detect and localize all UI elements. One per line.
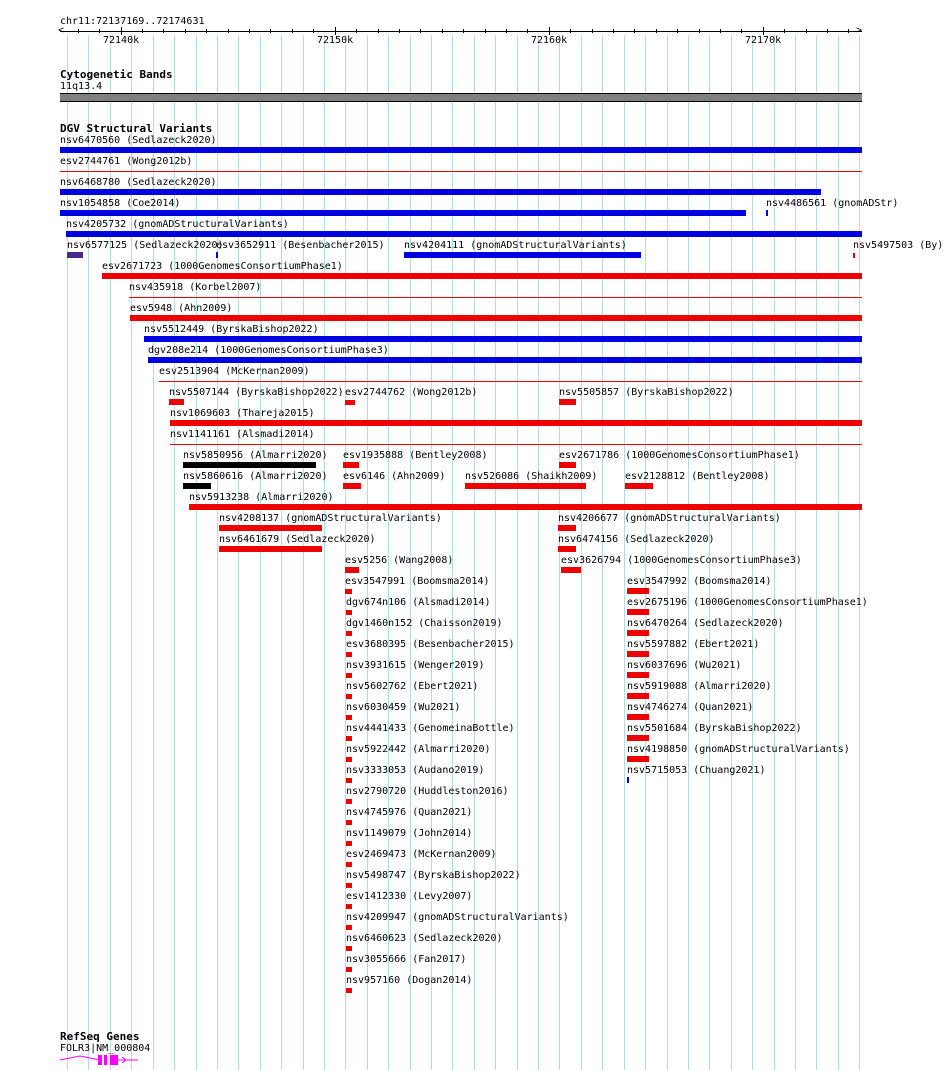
variant-label[interactable]: nsv4204111 (gnomADStructuralVariants) xyxy=(404,240,627,251)
variant-bar[interactable] xyxy=(66,231,862,237)
refseq-track-title[interactable]: RefSeq Genes xyxy=(60,1030,140,1043)
variant-label[interactable]: esv3680395 (Besenbacher2015) xyxy=(346,639,515,650)
variant-label[interactable]: nsv6461679 (Sedlazeck2020) xyxy=(219,534,376,545)
variant-label[interactable]: esv2671786 (1000GenomesConsortiumPhase1) xyxy=(559,450,800,461)
ruler-minor-tick xyxy=(720,29,721,33)
cytoband-label: 11q13.4 xyxy=(60,81,103,92)
variant-label[interactable]: dgv1460n152 (Chaisson2019) xyxy=(346,618,503,629)
variant-bar[interactable] xyxy=(559,462,576,468)
scroll-left-icon[interactable]: < xyxy=(58,25,65,36)
variant-bar[interactable] xyxy=(345,589,352,594)
ruler-minor-tick xyxy=(806,29,807,33)
variant-label[interactable]: esv2513904 (McKernan2009) xyxy=(159,366,310,377)
variant-bar[interactable] xyxy=(346,652,352,657)
ruler-minor-tick xyxy=(527,29,528,33)
variant-label[interactable]: nsv5507144 (ByrskaBishop2022) xyxy=(169,387,344,398)
variant-label[interactable]: nsv4486561 (gnomADStr) xyxy=(766,198,899,209)
variant-label[interactable]: nsv5922442 (Almarri2020) xyxy=(346,744,491,755)
ruler-minor-tick xyxy=(420,29,421,33)
variant-label[interactable]: esv2469473 (McKernan2009) xyxy=(346,849,497,860)
variant-bar[interactable] xyxy=(346,610,352,615)
gene-exon xyxy=(110,1055,118,1065)
gene-intron-line xyxy=(60,1056,100,1060)
variant-bar[interactable] xyxy=(561,567,581,573)
gene-exon xyxy=(104,1055,107,1065)
variant-label[interactable]: nsv435918 (Korbel2007) xyxy=(129,282,262,293)
variant-label[interactable]: nsv5860616 (Almarri2020) xyxy=(183,471,328,482)
variant-bar[interactable] xyxy=(465,483,586,489)
variant-label[interactable]: nsv3931615 (Wenger2019) xyxy=(346,660,485,671)
ruler-minor-tick xyxy=(292,29,293,33)
variant-bar[interactable] xyxy=(627,651,649,657)
ruler-minor-tick xyxy=(699,29,700,33)
variant-bar[interactable] xyxy=(60,210,746,216)
variant-bar[interactable] xyxy=(170,420,862,426)
variant-label[interactable]: dgv674n106 (Alsmadi2014) xyxy=(346,597,491,608)
variant-label[interactable]: nsv6460623 (Sedlazeck2020) xyxy=(346,933,503,944)
gene-label[interactable]: FOLR3|NM_000804 xyxy=(60,1043,151,1054)
ruler-minor-tick xyxy=(848,29,849,33)
variant-bar[interactable] xyxy=(346,988,352,993)
variant-label[interactable]: nsv5501684 (ByrskaBishop2022) xyxy=(627,723,802,734)
variant-bar[interactable] xyxy=(346,715,352,720)
grid-line xyxy=(859,35,860,1070)
variant-label[interactable]: nsv4441433 (GenomeinaBottle) xyxy=(346,723,515,734)
variant-bar[interactable] xyxy=(60,147,862,153)
ruler-minor-tick xyxy=(185,29,186,33)
variant-label[interactable]: esv1935888 (Bentley2008) xyxy=(343,450,488,461)
variant-bar[interactable] xyxy=(627,777,629,783)
variant-bar[interactable] xyxy=(346,778,352,783)
variant-label[interactable]: nsv1069603 (Thareja2015) xyxy=(170,408,315,419)
variant-bar[interactable] xyxy=(346,694,352,699)
ruler-minor-tick xyxy=(163,29,164,33)
variant-label[interactable]: nsv4208137 (gnomADStructuralVariants) xyxy=(219,513,442,524)
gene-exon xyxy=(98,1055,102,1065)
variant-bar[interactable] xyxy=(627,714,649,720)
variant-bar[interactable] xyxy=(404,252,641,258)
ruler-minor-tick xyxy=(249,29,250,33)
variant-label[interactable]: nsv4746274 (Quan2021) xyxy=(627,702,754,713)
variant-label[interactable]: nsv1141161 (Alsmadi2014) xyxy=(170,429,315,440)
variant-label[interactable]: nsv4745976 (Quan2021) xyxy=(346,807,473,818)
ruler-minor-tick xyxy=(356,29,357,33)
variant-bar[interactable] xyxy=(67,252,83,258)
dgv-track-title[interactable]: DGV Structural Variants xyxy=(60,122,213,135)
variant-label[interactable]: nsv5512449 (ByrskaBishop2022) xyxy=(144,324,319,335)
variant-bar[interactable] xyxy=(346,883,352,888)
variant-bar[interactable] xyxy=(183,462,316,468)
variant-bar[interactable] xyxy=(189,504,862,510)
variant-bar[interactable] xyxy=(183,483,211,489)
variant-bar[interactable] xyxy=(219,525,322,531)
ruler-tick-label: 72140k xyxy=(103,35,140,46)
ruler-minor-tick xyxy=(142,29,143,33)
variant-bar[interactable] xyxy=(627,735,649,741)
variant-label[interactable]: esv2675196 (1000GenomesConsortiumPhase1) xyxy=(627,597,868,608)
variant-label[interactable]: nsv6468780 (Sedlazeck2020) xyxy=(60,177,217,188)
scroll-right-icon[interactable]: > xyxy=(856,25,863,36)
variant-label[interactable]: nsv3055666 (Fan2017) xyxy=(346,954,467,965)
variant-label[interactable]: esv2671723 (1000GenomesConsortiumPhase1) xyxy=(102,261,343,272)
variant-label[interactable]: esv1412330 (Levy2007) xyxy=(346,891,473,902)
variant-label[interactable]: nsv5498747 (ByrskaBishop2022) xyxy=(346,870,521,881)
variant-bar[interactable] xyxy=(60,171,862,172)
variant-label[interactable]: nsv2790720 (Huddleston2016) xyxy=(346,786,509,797)
variant-bar[interactable] xyxy=(853,253,855,258)
ruler-minor-tick xyxy=(741,29,742,33)
ruler-minor-tick xyxy=(634,29,635,33)
variant-bar[interactable] xyxy=(346,799,352,804)
variant-label[interactable]: nsv4209947 (gnomADStructuralVariants) xyxy=(346,912,569,923)
variant-label[interactable]: nsv6037696 (Wu2021) xyxy=(627,660,742,671)
ruler-minor-tick xyxy=(313,29,314,33)
variant-bar[interactable] xyxy=(346,904,352,909)
variant-label[interactable]: nsv6577125 (Sedlazeck2020) xyxy=(67,240,224,251)
variant-bar[interactable] xyxy=(346,736,352,741)
variant-label[interactable]: esv3626794 (1000GenomesConsortiumPhase3) xyxy=(561,555,802,566)
variant-bar[interactable] xyxy=(60,189,821,195)
ruler-minor-tick xyxy=(763,27,764,35)
ruler-minor-tick xyxy=(121,27,122,35)
variant-bar[interactable] xyxy=(102,273,862,279)
variant-bar[interactable] xyxy=(345,400,355,405)
variant-bar[interactable] xyxy=(130,315,862,321)
ruler-minor-tick xyxy=(270,29,271,33)
variant-bar[interactable] xyxy=(627,756,649,762)
variant-bar[interactable] xyxy=(346,946,352,951)
gene-model[interactable] xyxy=(60,1052,140,1066)
variant-bar[interactable] xyxy=(144,336,862,342)
ruler-minor-tick xyxy=(549,27,550,35)
cytoband-bar[interactable] xyxy=(60,93,862,102)
variant-label[interactable]: esv2744762 (Wong2012b) xyxy=(345,387,478,398)
variant-label[interactable]: nsv5497503 (By) xyxy=(853,240,943,251)
ruler-tick-label: 72160k xyxy=(531,35,568,46)
variant-label[interactable]: esv3652911 (Besenbacher2015) xyxy=(216,240,385,251)
variant-label[interactable]: nsv6474156 (Sedlazeck2020) xyxy=(558,534,715,545)
variant-bar[interactable] xyxy=(346,841,352,846)
ruler-minor-tick xyxy=(570,29,571,33)
variant-label[interactable]: nsv1149079 (John2014) xyxy=(346,828,473,839)
variant-bar[interactable] xyxy=(559,399,576,405)
variant-bar[interactable] xyxy=(346,673,352,678)
variant-bar[interactable] xyxy=(627,630,649,636)
variant-label[interactable]: nsv5850956 (Almarri2020) xyxy=(183,450,328,461)
variant-bar[interactable] xyxy=(216,252,218,258)
ruler-minor-tick xyxy=(99,29,100,33)
variant-label[interactable]: nsv5505857 (ByrskaBishop2022) xyxy=(559,387,734,398)
variant-bar[interactable] xyxy=(343,462,359,468)
variant-bar[interactable] xyxy=(346,631,352,636)
ruler-minor-tick xyxy=(827,29,828,33)
variant-bar[interactable] xyxy=(343,483,361,489)
variant-label[interactable]: nsv526086 (Shaikh2009) xyxy=(465,471,598,482)
variant-label[interactable]: esv2744761 (Wong2012b) xyxy=(60,156,193,167)
ruler-minor-tick xyxy=(335,27,336,35)
variant-bar[interactable] xyxy=(766,210,768,216)
grid-line xyxy=(838,35,839,1070)
variant-bar[interactable] xyxy=(148,357,862,363)
variant-label[interactable]: nsv5602762 (Ebert2021) xyxy=(346,681,479,692)
variant-bar[interactable] xyxy=(625,483,653,489)
ruler-minor-tick xyxy=(378,29,379,33)
variant-bar[interactable] xyxy=(129,297,862,298)
variant-label[interactable]: esv3547991 (Boomsma2014) xyxy=(345,576,490,587)
variant-label[interactable]: esv2128812 (Bentley2008) xyxy=(625,471,770,482)
variant-bar[interactable] xyxy=(346,925,352,930)
variant-label[interactable]: nsv6470264 (Sedlazeck2020) xyxy=(627,618,784,629)
ruler-minor-tick xyxy=(442,29,443,33)
variant-bar[interactable] xyxy=(159,381,862,382)
ruler-minor-tick xyxy=(78,29,79,33)
ruler-minor-tick xyxy=(228,29,229,33)
variant-bar[interactable] xyxy=(558,525,576,531)
variant-label[interactable]: nsv1054858 (Coe2014) xyxy=(60,198,181,209)
variant-label[interactable]: esv6146 (Ahn2009) xyxy=(343,471,446,482)
ruler-minor-tick xyxy=(206,29,207,33)
variant-bar[interactable] xyxy=(346,967,352,972)
location-label: chr11:72137169..72174631 xyxy=(60,16,205,27)
variant-bar[interactable] xyxy=(627,609,649,615)
ruler-minor-tick xyxy=(506,29,507,33)
variant-bar[interactable] xyxy=(345,567,359,573)
variant-label[interactable]: nsv5919088 (Almarri2020) xyxy=(627,681,772,692)
ruler-minor-tick xyxy=(485,29,486,33)
ruler-minor-tick xyxy=(613,29,614,33)
variant-bar[interactable] xyxy=(346,862,352,867)
variant-label[interactable]: nsv3333053 (Audano2019) xyxy=(346,765,485,776)
variant-label[interactable]: nsv957160 (Dogan2014) xyxy=(346,975,473,986)
ruler-tick-label: 72150k xyxy=(317,35,354,46)
ruler-minor-tick xyxy=(399,29,400,33)
ruler-tick-label: 72170k xyxy=(745,35,782,46)
variant-label[interactable]: nsv6470560 (Sedlazeck2020) xyxy=(60,135,217,146)
variant-label[interactable]: nsv6030459 (Wu2021) xyxy=(346,702,461,713)
variant-bar[interactable] xyxy=(558,546,576,552)
variant-label[interactable]: nsv4198850 (gnomADStructuralVariants) xyxy=(627,744,850,755)
variant-bar[interactable] xyxy=(170,444,862,445)
variant-label[interactable]: esv5948 (Ahn2009) xyxy=(130,303,233,314)
variant-label[interactable]: esv5256 (Wang2008) xyxy=(345,555,454,566)
variant-bar[interactable] xyxy=(627,693,649,699)
variant-label[interactable]: nsv5597882 (Ebert2021) xyxy=(627,639,760,650)
variant-label[interactable]: nsv5715053 (Chuang2021) xyxy=(627,765,766,776)
variant-label[interactable]: esv3547992 (Boomsma2014) xyxy=(627,576,772,587)
variant-bar[interactable] xyxy=(627,672,649,678)
variant-bar[interactable] xyxy=(169,399,184,405)
ruler-minor-tick xyxy=(784,29,785,33)
cytoband-track-title[interactable]: Cytogenetic Bands xyxy=(60,68,173,81)
variant-bar[interactable] xyxy=(627,588,649,594)
variant-label[interactable]: nsv4205732 (gnomADStructuralVariants) xyxy=(66,219,289,230)
ruler-minor-tick xyxy=(677,29,678,33)
ruler-minor-tick xyxy=(592,29,593,33)
variant-label[interactable]: dgv208e214 (1000GenomesConsortiumPhase3) xyxy=(148,345,389,356)
variant-bar[interactable] xyxy=(219,546,322,552)
ruler-minor-tick xyxy=(463,29,464,33)
variant-label[interactable]: nsv5913238 (Almarri2020) xyxy=(189,492,334,503)
variant-bar[interactable] xyxy=(346,757,352,762)
variant-label[interactable]: nsv4206677 (gnomADStructuralVariants) xyxy=(558,513,781,524)
variant-bar[interactable] xyxy=(346,820,352,825)
ruler-minor-tick xyxy=(656,29,657,33)
